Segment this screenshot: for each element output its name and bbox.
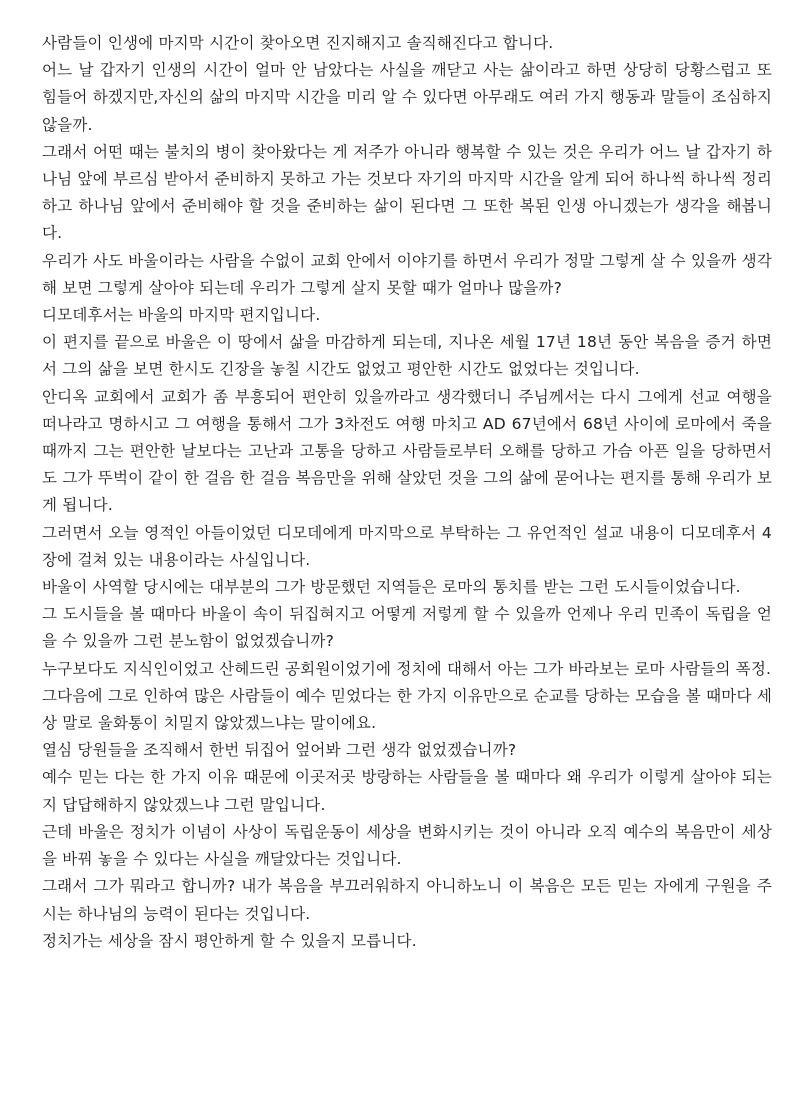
paragraph: 그래서 어떤 때는 불치의 병이 찾아왔다는 게 저주가 아니라 행복할 수 있는 것은 우리가 어느 날 갑자기 하나님 앞에 부르심 받아서 준비하지 못하고 가는 것보다 자기의 마지막 시간을 알게 되어 하나씩 하나씩 정리하고 하나님 앞에서 준비해야 할 것을 준비하는 삶이 된다면 그 또한 복된 인생 아니겠는가 생각을 해봅니다. [42, 142, 772, 243]
paragraph: 우리가 사도 바울이라는 사람을 수없이 교회 안에서 이야기를 하면서 우리가 정말 그렇게 살 수 있을까 생각해 보면 그렇게 살아야 되는데 우리가 그렇게 살지 못할 때가 얼마나 많을까? [42, 251, 772, 297]
paragraph: 그래서 그가 뭐라고 합니까? 내가 복음을 부끄러워하지 아니하노니 이 복음은 모든 믿는 자에게 구원을 주시는 하나님의 능력이 된다는 것입니다. [42, 877, 772, 923]
paragraph: 근데 바울은 정치가 이념이 사상이 독립운동이 세상을 변화시키는 것이 아니라 오직 예수의 복음만이 세상을 바꿔 놓을 수 있다는 사실을 깨달았다는 것입니다. [42, 822, 772, 869]
paragraph: 누구보다도 지식인이었고 산헤드린 공회원이었기에 정치에 대해서 아는 그가 바라보는 로마 사람들의 폭정. [42, 659, 772, 678]
paragraph: 이 편지를 끝으로 바울은 이 땅에서 삶을 마감하게 되는데, 지나온 세월 17년 18년 동안 복음을 증거 하면서 그의 삶을 보면 한시도 긴장을 놓칠 시간도 없었고 평안한 시간도 없었다는 것입니다. [42, 333, 772, 379]
paragraph: 정치가는 세상을 잠시 평안하게 할 수 있을지 모릅니다. [42, 931, 417, 950]
paragraph: 안디옥 교회에서 교회가 좀 부흥되어 편안히 있을까라고 생각했더니 주님께서는 다시 그에게 선교 여행을 떠나라고 명하시고 그 여행을 통해서 그가 3차전도 여행 마치고 AD 67년에서 68년 사이에 로마에서 죽을 때까지 그는 편안한 날보다는 고난과 고통을 당하고 사람들로부터 오해를 당하고 가슴 아픈 일을 당하면서도 그가 뚜벅이 같이 한 걸음 한 걸음 복음만을 위해 살았던 것을 그의 삶에 묻어나는 편지를 통해 우리가 보게 됩니다. [42, 387, 772, 515]
paragraph: 그 도시들을 볼 때마다 바울이 속이 뒤집혀지고 어떻게 저렇게 할 수 있을까 언제나 우리 민족이 독립을 얻을 수 있을까 그런 분노함이 없었겠습니까? [42, 605, 772, 651]
paragraph: 어느 날 갑자기 인생의 시간이 얼마 안 남았다는 사실을 깨닫고 사는 삶이라고 하면 상당히 당황스럽고 또 힘들어 하겠지만,자신의 삶의 마지막 시간을 미리 알 수 있다면 아무래도 여러 가지 행동과 말들이 조심하지 않을까. [42, 61, 772, 134]
paragraph: 그러면서 오늘 영적인 아들이었던 디모데에게 마지막으로 부탁하는 그 유언적인 설교 내용이 디모데후서 4장에 걸쳐 있는 내용이라는 사실입니다. [42, 523, 772, 569]
paragraph: 예수 믿는 다는 한 가지 이유 때문에 이곳저곳 방랑하는 사람들을 볼 때마다 왜 우리가 이렇게 살아야 되는지 답답해하지 않았겠느냐 그런 말입니다. [42, 768, 772, 814]
paragraph: 그다음에 그로 인하여 많은 사람들이 예수 믿었다는 한 가지 이유만으로 순교를 당하는 모습을 볼 때마다 세상 말로 울화통이 치밀지 않았겠느냐는 말이에요. [42, 686, 772, 733]
paragraph: 바울이 사역할 당시에는 대부분의 그가 방문했던 지역들은 로마의 통치를 받는 그런 도시들이었습니다. [42, 578, 741, 597]
paragraph: 열심 당원들을 조직해서 한번 뒤집어 엎어봐 그런 생각 없었겠습니까? [42, 741, 517, 760]
paragraph: 디모데후서는 바울의 마지막 편지입니다. [42, 306, 321, 325]
paragraph: 사람들이 인생에 마지막 시간이 찾아오면 진지해지고 솔직해진다고 합니다. [42, 34, 554, 52]
